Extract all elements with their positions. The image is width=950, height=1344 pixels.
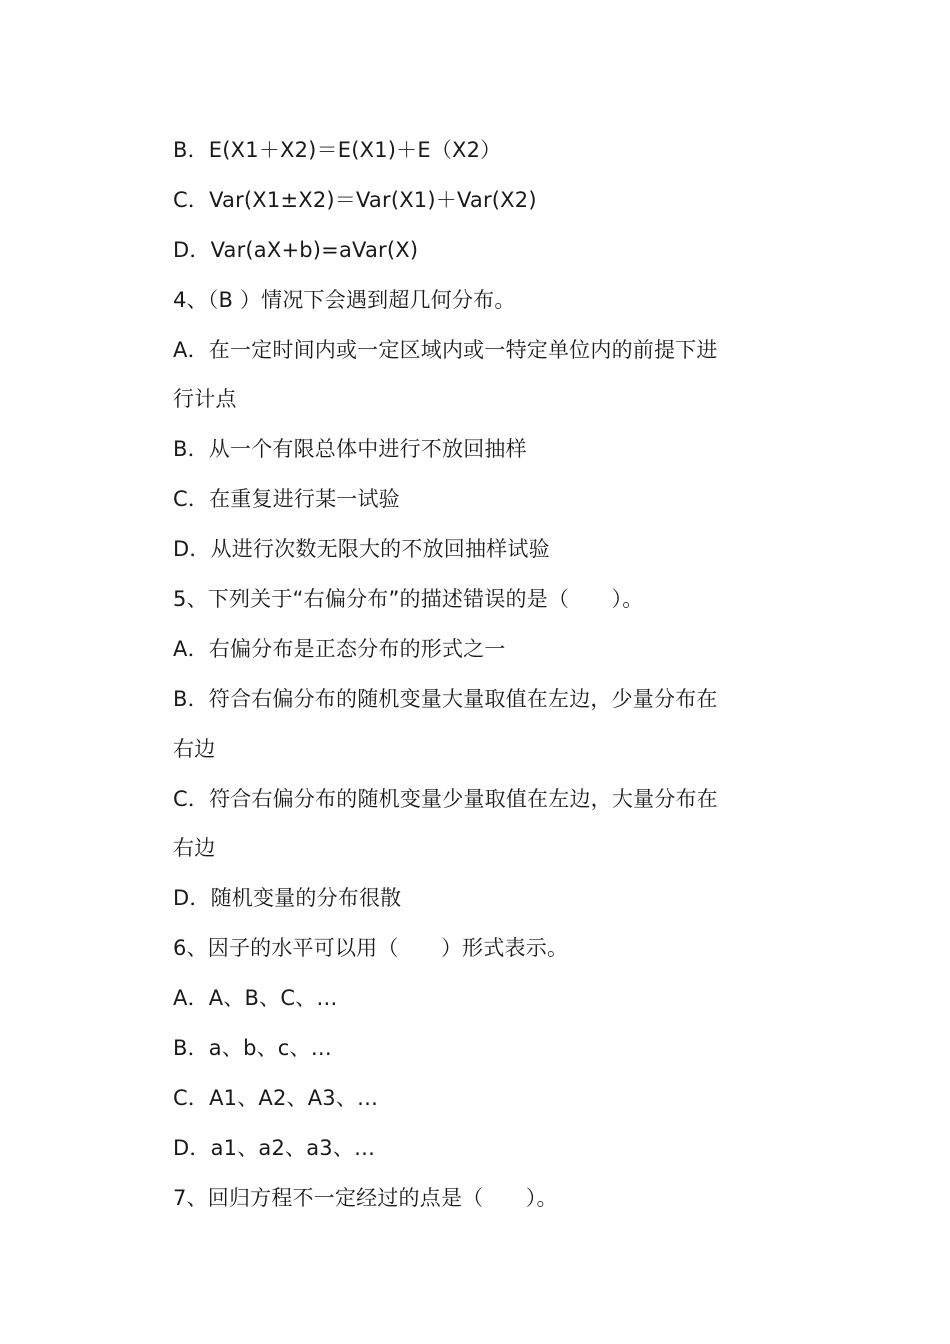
question-6-option-b: B．a、b、c、… bbox=[173, 1036, 332, 1061]
question-6-option-d: D．a1、a2、a3、… bbox=[173, 1135, 376, 1160]
question-5-option-c-cont: 右边 bbox=[173, 836, 216, 861]
question-4-option-b: B．从一个有限总体中进行不放回抽样 bbox=[173, 437, 527, 462]
question-5-option-b-cont: 右边 bbox=[173, 736, 216, 761]
question-6-option-a: A．A、B、C、… bbox=[173, 986, 338, 1011]
question-4-option-d: D．从进行次数无限大的不放回抽样试验 bbox=[173, 537, 550, 562]
question-5-option-d: D．随机变量的分布很散 bbox=[173, 886, 402, 911]
question-6-option-c: C．A1、A2、A3、… bbox=[173, 1085, 379, 1110]
document-body bbox=[173, 126, 813, 1224]
question-4-option-a: A．在一定时间内或一定区域内或一特定单位内的前提下进 bbox=[173, 337, 718, 362]
question-4-option-a-cont: 行计点 bbox=[173, 387, 237, 412]
option-b-expectation: B．E(X1＋X2)＝E(X1)＋E（X2） bbox=[173, 138, 502, 162]
question-7: 7、回归方程不一定经过的点是（ ）。 bbox=[173, 1185, 558, 1210]
question-4-option-c: C．在重复进行某一试验 bbox=[173, 487, 400, 512]
question-4: 4、（B ）情况下会遇到超几何分布。 bbox=[173, 287, 516, 312]
question-5-option-a: A．右偏分布是正态分布的形式之一 bbox=[173, 636, 506, 661]
question-5-option-c: C．符合右偏分布的随机变量少量取值在左边，大量分布在 bbox=[173, 786, 718, 811]
question-5-option-b: B．符合右偏分布的随机变量大量取值在左边，少量分布在 bbox=[173, 686, 718, 711]
option-d-variance: D．Var(aX+b)=aVar(X) bbox=[173, 237, 419, 262]
question-6: 6、因子的水平可以用（ ）形式表示。 bbox=[173, 936, 569, 961]
option-c-variance: C．Var(X1±X2)＝Var(X1)＋Var(X2) bbox=[173, 187, 537, 212]
question-5: 5、下列关于“右偏分布”的描述错误的是（ ）。 bbox=[173, 587, 644, 612]
